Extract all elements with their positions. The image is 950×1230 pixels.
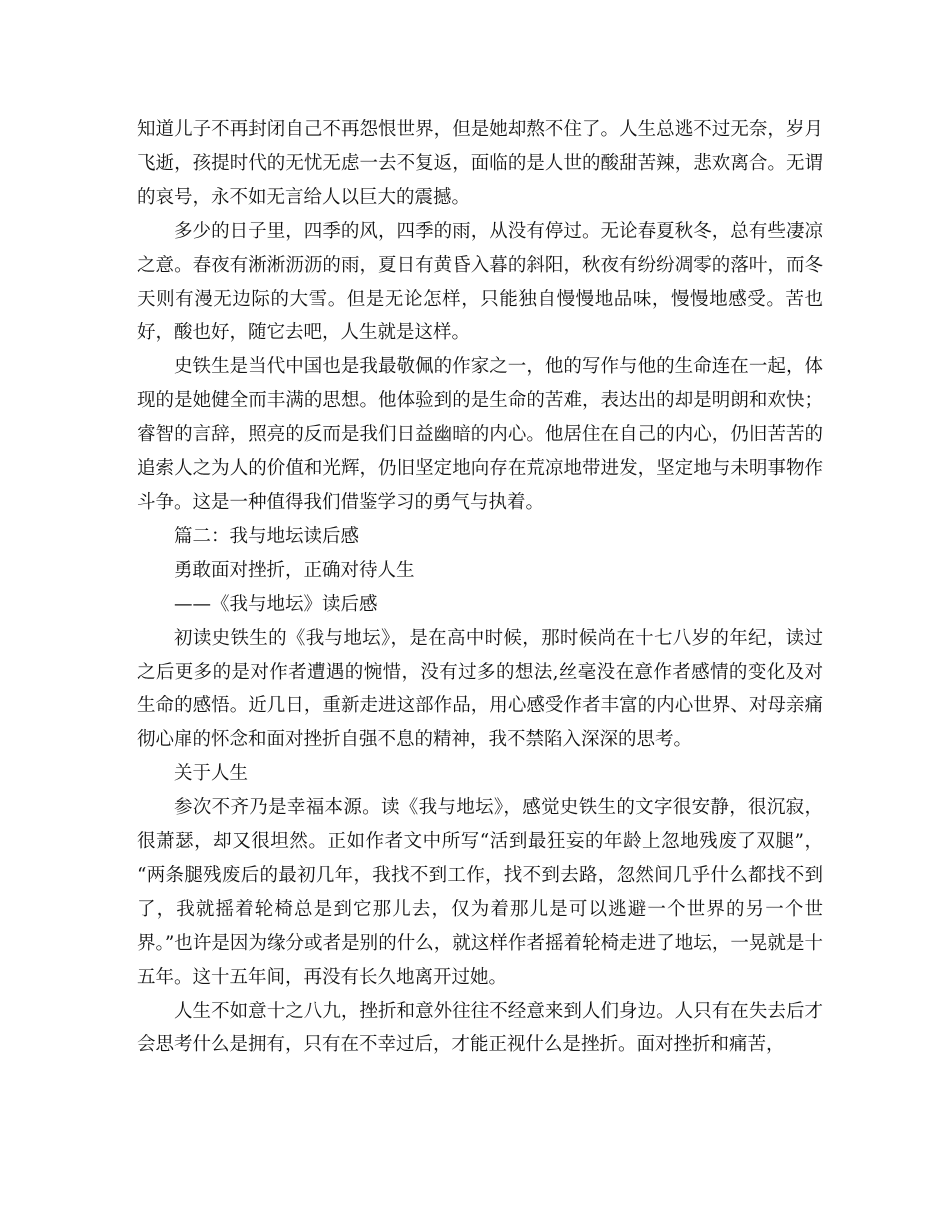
paragraph-continued: 知道儿子不再封闭自己不再怨恨世界，但是她却熬不住了。人生总逃不过无奈，岁月飞逝，孩提时代的无忧无虑一去不复返，面临的是人世的酸甜苦辣，悲欢离合。无谓的哀号，永不如无言给人以巨大的震撼。	[137, 119, 823, 208]
document-page	[137, 113, 823, 1062]
essay-subtitle: ——《我与地坛》读后感	[174, 593, 378, 615]
subsection-heading: 关于人生	[174, 763, 249, 785]
essay-title: 勇敢面对挫折，正确对待人生	[174, 559, 415, 581]
paragraph-seasons: 多少的日子里，四季的风，四季的雨，从没有停过。无论春夏秋冬，总有些凄凉之意。春夜有淅淅沥沥的雨，夏日有黄昏入暮的斜阳，秋夜有纷纷凋零的落叶，而冬天则有漫无边际的大雪。但是无论怎样，只能独自慢慢地品味，慢慢地感受。苦也好，酸也好，随它去吧，人生就是这样。	[137, 220, 823, 344]
paragraph-adversity: 人生不如意十之八九，挫折和意外往往不经意来到人们身边。人只有在失去后才会思考什么是拥有，只有在不幸过后，才能正视什么是挫折。面对挫折和痛苦，	[137, 1000, 823, 1056]
paragraph-first-reading: 初读史铁生的《我与地坛》，是在高中时候，那时候尚在十七八岁的年纪，读过之后更多的是对作者遭遇的惋惜，没有过多的想法,丝毫没在意作者感情的变化及对生命的感悟。近几日，重新走进这部作品，用心感受作者丰富的内心世界、对母亲痛彻心扉的怀念和面对挫折自强不息的精神，我不禁陷入深深的思考。	[137, 627, 823, 751]
paragraph-about-life: 参次不齐乃是幸福本源。读《我与地坛》，感觉史铁生的文字很安静，很沉寂，很萧瑟，却又很坦然。正如作者文中所写“活到最狂妄的年龄上忽地残废了双腿”， “两条腿残废后的最初几年，我找不到工作，找不到去路，忽然间几乎什么都找不到了，我就摇着轮椅总是到它那儿去，仅为着那儿是可以逃避一个世界的另一个世界。”也许是因为缘分或者是别的什么，就这样作者摇着轮椅走进了地坛，一晃就是十五年。这十五年间，再没有长久地离开过她。	[137, 797, 823, 988]
section-heading: 篇二：我与地坛读后感	[174, 525, 360, 547]
paragraph-shi-tiesheng: 史铁生是当代中国也是我最敬佩的作家之一，他的写作与他的生命连在一起，体现的是她健全而丰满的思想。他体验到的是生命的苦难，表达出的却是明朗和欢快；睿智的言辞，照亮的反而是我们日益幽暗的内心。他居住在自己的内心，仍旧苦苦的追索人之为人的价值和光辉，仍旧坚定地向存在荒凉地带进发，坚定地与未明事物作斗争。这是一种值得我们借鉴学习的勇气与执着。	[137, 356, 823, 513]
